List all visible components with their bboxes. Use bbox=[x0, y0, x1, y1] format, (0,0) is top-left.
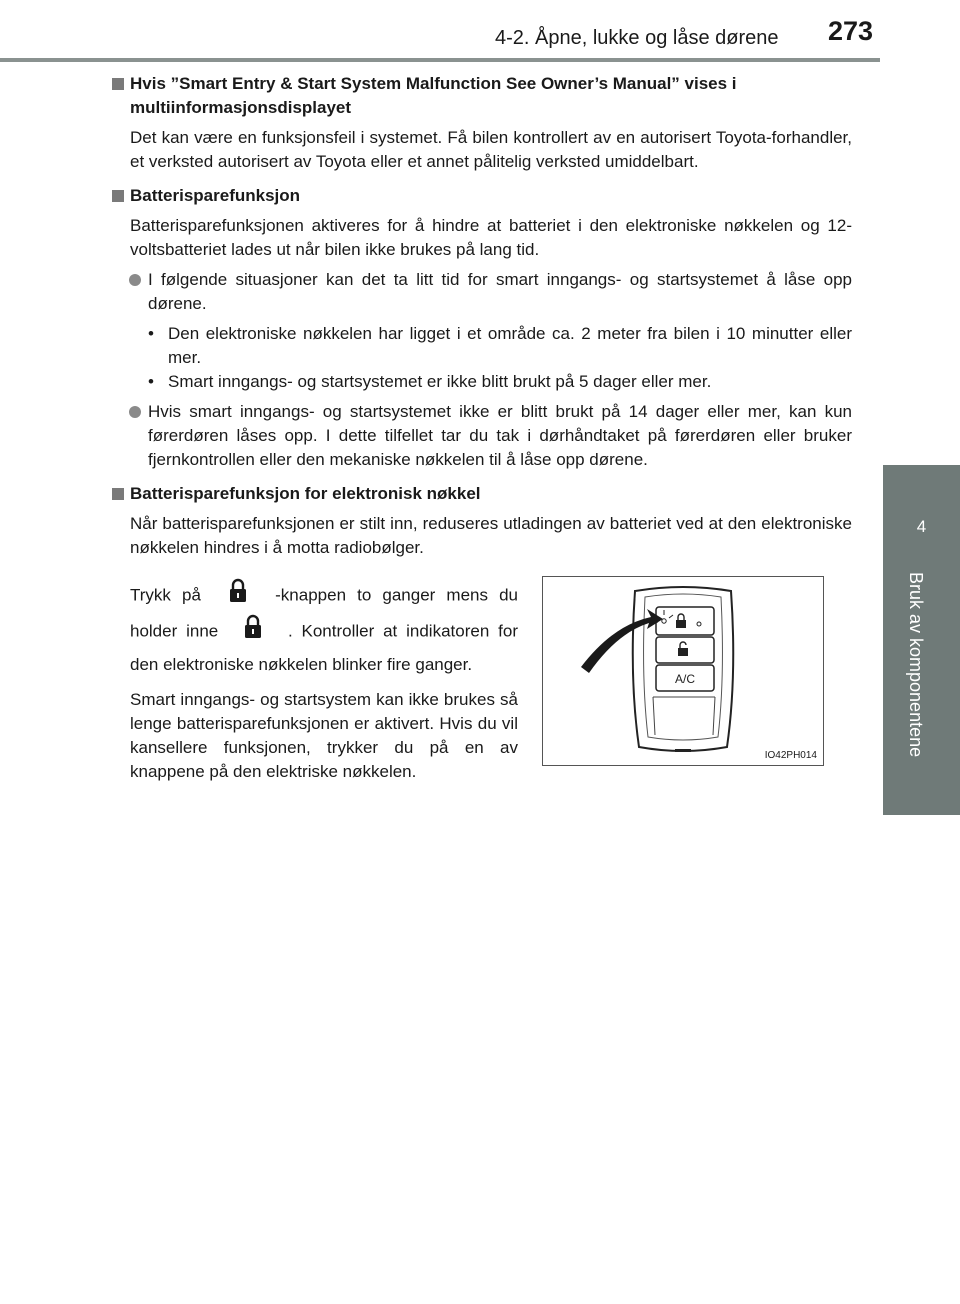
paragraph-battery-save: Batterisparefunksjonen aktiveres for å hindre at batteriet i den elektroniske nøkkelen og 12-voltsbatteriet lades ut når bilen ikke brukes på lang tid. bbox=[130, 216, 852, 259]
heading-key-battery-save bbox=[112, 482, 852, 506]
heading-battery-save bbox=[112, 184, 852, 208]
page-content bbox=[112, 72, 852, 826]
instruction-part: -knappen to ganger mens du holder inne bbox=[130, 585, 519, 641]
square-bullet-icon bbox=[112, 78, 124, 90]
sub-bullet-text: Smart inngangs- og startsystemet er ikke blitt brukt på 5 dager eller mer. bbox=[168, 372, 712, 391]
sub-bullet-item bbox=[112, 322, 852, 370]
heading-text: Batterisparefunksjon for elektronisk nøkkel bbox=[130, 484, 481, 503]
bullet-item bbox=[112, 268, 852, 316]
key-fob-figure bbox=[542, 576, 824, 766]
paragraph-key-battery-save: Når batterisparefunksjonen er stilt inn, reduseres utladingen av batteriet ved at den elektroniske nøkkelen hindres i å motta radiobølger. bbox=[130, 514, 852, 557]
circle-bullet-icon bbox=[129, 406, 141, 418]
square-bullet-icon bbox=[112, 488, 124, 500]
heading-text: Batterisparefunksjon bbox=[130, 186, 301, 205]
section-title: 4-2. Åpne, lukke og låse dørene bbox=[495, 27, 779, 49]
bullet-item bbox=[112, 400, 852, 472]
ac-button-label: A/C bbox=[674, 672, 696, 686]
figure-code: IO42PH014 bbox=[764, 750, 817, 761]
key-fob-illustration bbox=[543, 577, 823, 765]
heading-text: Hvis ”Smart Entry & Start System Malfunction See Owner’s Manual” vises i multiinformasjonsdisplayet bbox=[130, 74, 737, 117]
sub-bullet-marker: • bbox=[148, 372, 154, 391]
chapter-label: Bruk av komponentene bbox=[906, 572, 926, 758]
instruction-text bbox=[130, 566, 518, 784]
instruction-part: . Kontroller at indikatoren for den elektroniske nøkkelen blinker fire ganger. bbox=[130, 621, 518, 674]
bullet-text: Hvis smart inngangs- og startsystemet ikke er blitt brukt på 14 dager eller mer, kan kun førerdøren låses opp. I dette tilfellet tar du tak i dørhåndtaket på førerdøren eller bruker fjernkontrollen eller den mekaniske nøkkelen til å låse opp dørene. bbox=[148, 402, 852, 469]
instruction-paragraph bbox=[130, 578, 518, 680]
circle-bullet-icon bbox=[129, 274, 141, 286]
cancel-paragraph: Smart inngangs- og startsystem kan ikke brukes så lenge batterisparefunksjonen er aktivert. Hvis du vil kansellere funksjonen, trykker du på en av knappene på den elektriske nøkkelen. bbox=[130, 690, 518, 781]
chapter-number: 4 bbox=[916, 517, 927, 536]
sub-bullet-item bbox=[112, 370, 852, 394]
header-divider bbox=[0, 58, 880, 62]
heading-malfunction bbox=[112, 72, 852, 120]
bullet-text: I følgende situasjoner kan det ta litt tid for smart inngangs- og startsystemet å låse opp dørene. bbox=[148, 270, 852, 313]
lock-icon bbox=[243, 614, 263, 650]
instruction-with-figure bbox=[112, 566, 852, 826]
sub-bullet-text: Den elektroniske nøkkelen har ligget i et område ca. 2 meter fra bilen i 10 minutter eller mer. bbox=[168, 324, 852, 367]
instruction-part: Trykk på bbox=[130, 585, 201, 605]
paragraph-malfunction: Det kan være en funksjonsfeil i systemet. Få bilen kontrollert av en autorisert Toyota-forhandler, et verksted autorisert av Toyota eller et annet pålitelig verksted umiddelbart. bbox=[130, 128, 852, 171]
sub-bullet-marker: • bbox=[148, 324, 154, 343]
chapter-tab bbox=[883, 465, 960, 815]
lock-icon bbox=[228, 578, 248, 614]
page-number: 273 bbox=[828, 16, 874, 46]
square-bullet-icon bbox=[112, 190, 124, 202]
